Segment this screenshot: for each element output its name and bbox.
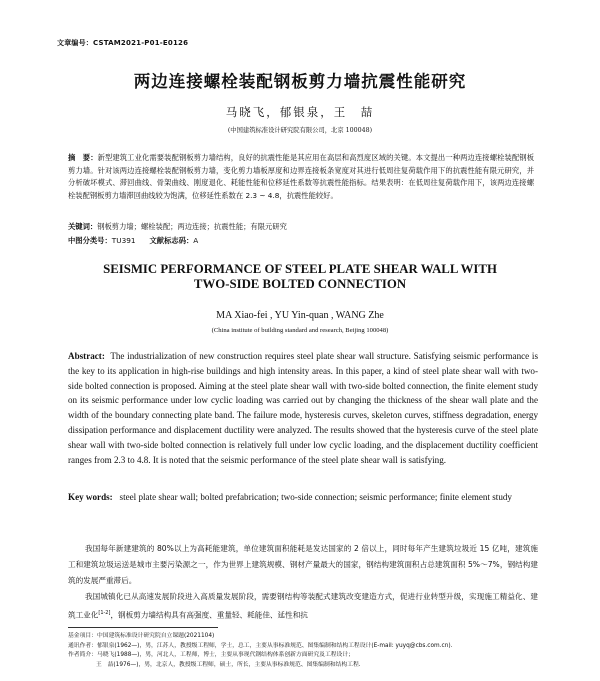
- english-abstract-label: Abstract:: [68, 351, 105, 361]
- body-paragraph-2-end: ，钢板剪力墙结构具有高强度、重量轻、耗能佳、延性和抗: [110, 610, 308, 620]
- chinese-keywords-label: 关键词：: [68, 222, 98, 231]
- english-keywords-label: Key words:: [68, 492, 113, 502]
- class-number-label: 中图分类号：: [68, 236, 112, 245]
- english-affiliation: (China institute of building standard and research, Beijing 100048): [211, 327, 389, 334]
- english-title-line2: TWO-SIDE BOLTED CONNECTION: [193, 277, 407, 291]
- chinese-authors: 马晓飞，郁银泉，王 喆: [225, 105, 375, 119]
- chinese-abstract-label: 摘 要：: [68, 153, 98, 162]
- footnotes: [68, 632, 548, 670]
- chinese-abstract-text: 新型建筑工业化需要装配钢板剪力墙结构，良好的抗震性能是其应用在高层和高烈度区域的关键。本文提出一种两边连接螺栓装配钢板剪力墙。针对该两边连接螺栓装配钢板剪力墙，变化剪力墙板厚度和边界连接板条宽度对其进行低周往复荷载作用下的抗震性能有限元研究，并分析破坏模式、滞回曲线、骨架曲线、刚度退化、耗能性能和位移延性系数等抗震性能指标。结果表明：在低周往复荷载作用下，该两边连接螺栓装配钢板剪力墙滞回曲线较为饱满，位移延性系数在 2.3 ~ 4.8，抗震性能较好。: [68, 153, 534, 200]
- footnote-author1: 作者简介：马晓飞(1988—)，男，河北人，工程师，博士，主要从事现代钢结构体系创新方面研究及工程设计；: [68, 652, 354, 659]
- english-keywords-text: steel plate shear wall; bolted prefabrication; two-side connection; seismic performance; finite element study: [119, 492, 512, 502]
- chinese-abstract: [68, 152, 534, 202]
- document-code-label: 文献标志码：: [149, 236, 194, 245]
- footnote-author2: 王 喆(1976—)，男，北京人，教授级工程师，硕士，所长，主要从事标准规范、图集编制和结构工程.: [96, 661, 361, 668]
- body-text: [68, 541, 538, 624]
- chinese-affiliation: (中国建筑标准设计研究院有限公司，北京 100048): [227, 127, 373, 134]
- body-paragraph-1: 我国每年新建建筑的 80%以上为高耗能建筑，单位建筑面积能耗是发达国家的 2 倍以上，同时每年产生建筑垃圾近 15 亿吨，建筑施工和建筑垃圾运送是城市主要污染源之一，作为世界上建筑规模、钢材产量最大的国家，钢结构建筑面积占总建筑面积 5%～7%，钢结构建筑的发展严重滞后。: [68, 544, 538, 585]
- chinese-title: 两边连接螺栓装配钢板剪力墙抗震性能研究: [133, 72, 467, 91]
- english-abstract-text: The industrialization of new construction requires steel plate shear wall structure. Satisfying seismic performance is the key to its application in high-rise buildings and high intensity areas. In this paper, a kind of steel plate shear wall with two-side bolted connection is proposed. Aiming at the steel plate shear wall with two-side bolted connection, the finite element study on its seismic performance under low cyclic loading was carried out by changing the thickness of the shear wall plate and the width of the boundary connecting plate band. The failure mode, hysteresis curves, skeleton curves, stiffness degradation, energy dissipation performance and displacement ductility were analyzed. The results showed that the hysteresis curve of the steel plate shear wall with two-side bolted connection is relatively full under low cyclic loading, and the displacement ductility coefficient ranges from 2.3 to 4.8. It is noted that the seismic performance of the steel plate shear wall is satisfying.: [68, 351, 538, 465]
- footnote-divider: [68, 627, 218, 628]
- body-paragraph-2-start: 我国城镇化已从高速发展阶段进入高质量发展阶段，需要钢结构等装配式建筑改变建造方式，促进行业转型升级，实现施工精益化、建筑工业化: [68, 592, 538, 620]
- body-paragraph-2: [68, 589, 538, 624]
- english-title: [0, 262, 600, 292]
- footnote-corresponding: 通讯作者：郁银泉(1962—)，男，江苏人，教授级工程师，学士，总工，主要从事标准规范、图集编制和结构工程设计(E-mail: yuyq@cbs.com.cn).: [68, 642, 453, 649]
- footnote-fund: 基金项目：中国建筑标准设计研究院自立课题(2021104): [68, 633, 215, 639]
- document-number: 文章编号：CSTAM2021-P01-E0126: [57, 39, 189, 47]
- chinese-keywords-text: 钢板剪力墙；螺栓装配；两边连接；抗震性能；有限元研究: [97, 222, 287, 231]
- english-title-line1: SEISMIC PERFORMANCE OF STEEL PLATE SHEAR WALL WITH: [103, 262, 497, 276]
- english-abstract: [68, 349, 538, 467]
- chinese-classification: [68, 236, 538, 246]
- english-authors: MA Xiao-fei , YU Yin-quan , WANG Zhe: [216, 310, 384, 321]
- document-code-value: A: [193, 236, 199, 245]
- chinese-keywords: [68, 222, 538, 232]
- class-number-value: TU391: [111, 236, 136, 245]
- english-keywords: [68, 490, 538, 505]
- citation: [1-2]: [98, 610, 111, 616]
